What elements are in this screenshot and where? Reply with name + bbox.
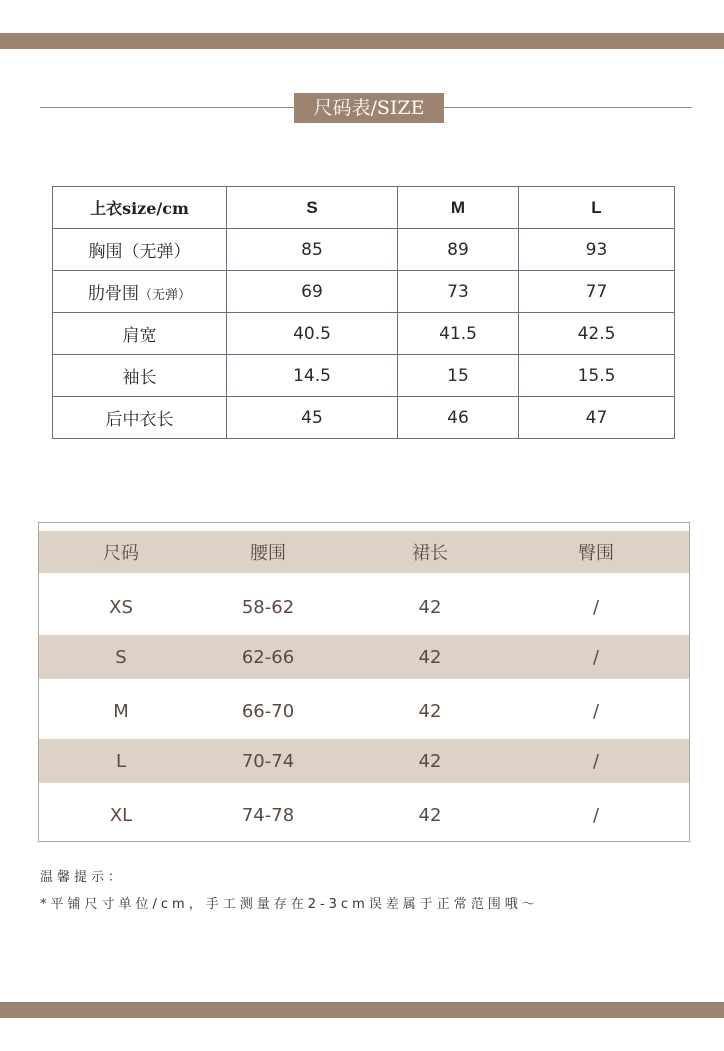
skirt-header-cell: 尺码: [103, 543, 139, 564]
skirt-cell: /: [592, 596, 600, 618]
row-label-note: （无弹）: [138, 288, 191, 303]
top-table-header-cell: M: [398, 187, 519, 229]
table-cell: 93: [519, 229, 675, 271]
row-label-note: （无弹）: [122, 242, 191, 262]
row-label-text: 袖长: [122, 368, 157, 388]
table-cell: 85: [227, 229, 398, 271]
skirt-cell: /: [592, 700, 600, 722]
skirt-cell: 66-70: [241, 700, 295, 722]
skirt-header-cell: 裙长: [412, 543, 448, 564]
skirt-cell: M: [113, 700, 129, 722]
row-label-text: 后中衣长: [105, 410, 174, 430]
table-cell: 40.5: [227, 313, 398, 355]
skirt-cell: 74-78: [241, 804, 295, 826]
skirt-table-header-row: [39, 531, 689, 573]
row-label: [53, 313, 227, 355]
table-cell: 15.5: [519, 355, 675, 397]
skirt-cell: 42: [418, 750, 442, 772]
notes-heading: 温馨提示：: [40, 870, 126, 885]
row-label: [53, 355, 227, 397]
skirt-table-row: [39, 789, 689, 841]
top-table-header-cell: L: [519, 187, 675, 229]
table-cell: 47: [519, 397, 675, 439]
skirt-cell: 70-74: [241, 750, 295, 772]
top-table-row: [53, 229, 675, 271]
skirt-cell: 42: [418, 700, 442, 722]
skirt-table-row: [39, 635, 689, 679]
row-label-text: 肩宽: [122, 326, 157, 346]
top-table-row: [53, 355, 675, 397]
top-table-header-cell: 上衣size/cm: [53, 187, 227, 229]
title-divider-left: [40, 107, 294, 108]
top-table-row: [53, 313, 675, 355]
skirt-cell: 42: [418, 596, 442, 618]
skirt-cell: /: [592, 646, 600, 668]
skirt-header-cell: 腰围: [250, 543, 286, 564]
table-cell: 41.5: [398, 313, 519, 355]
page-title: 尺码表/SIZE: [294, 93, 444, 123]
skirt-cell: 42: [418, 804, 442, 826]
table-cell: 46: [398, 397, 519, 439]
row-label-text: 肋骨围: [87, 284, 139, 304]
row-label: [53, 397, 227, 439]
top-table-row: [53, 397, 675, 439]
row-label-text: 胸围: [88, 242, 123, 262]
top-table-header-cell: S: [227, 187, 398, 229]
skirt-cell: XL: [109, 804, 133, 826]
top-size-table: [52, 186, 675, 439]
skirt-table-row: [39, 685, 689, 737]
skirt-cell: 58-62: [241, 596, 295, 618]
table-cell: 15: [398, 355, 519, 397]
table-cell: 14.5: [227, 355, 398, 397]
skirt-cell: L: [115, 750, 127, 772]
row-label: [53, 271, 227, 313]
skirt-cell: 62-66: [241, 646, 295, 668]
table-cell: 77: [519, 271, 675, 313]
bottom-decorative-band: [0, 1002, 724, 1018]
skirt-size-table: [38, 522, 690, 842]
table-cell: 45: [227, 397, 398, 439]
skirt-cell: /: [592, 804, 600, 826]
notes-text: *平铺尺寸单位/cm，手工测量存在2-3cm误差属于正常范围哦～: [40, 897, 539, 912]
skirt-cell: 42: [418, 646, 442, 668]
top-table-header-row: [53, 187, 675, 229]
skirt-table-row: [39, 739, 689, 783]
skirt-table-row: [39, 581, 689, 633]
skirt-cell: S: [115, 646, 127, 668]
title-divider-right: [444, 107, 692, 108]
skirt-cell: XS: [109, 596, 133, 618]
skirt-cell: /: [592, 750, 600, 772]
table-cell: 89: [398, 229, 519, 271]
table-cell: 69: [227, 271, 398, 313]
top-table-row: [53, 271, 675, 313]
top-decorative-band: [0, 33, 724, 49]
skirt-header-cell: 臀围: [578, 543, 614, 564]
table-cell: 42.5: [519, 313, 675, 355]
row-label: [53, 229, 227, 271]
table-cell: 73: [398, 271, 519, 313]
